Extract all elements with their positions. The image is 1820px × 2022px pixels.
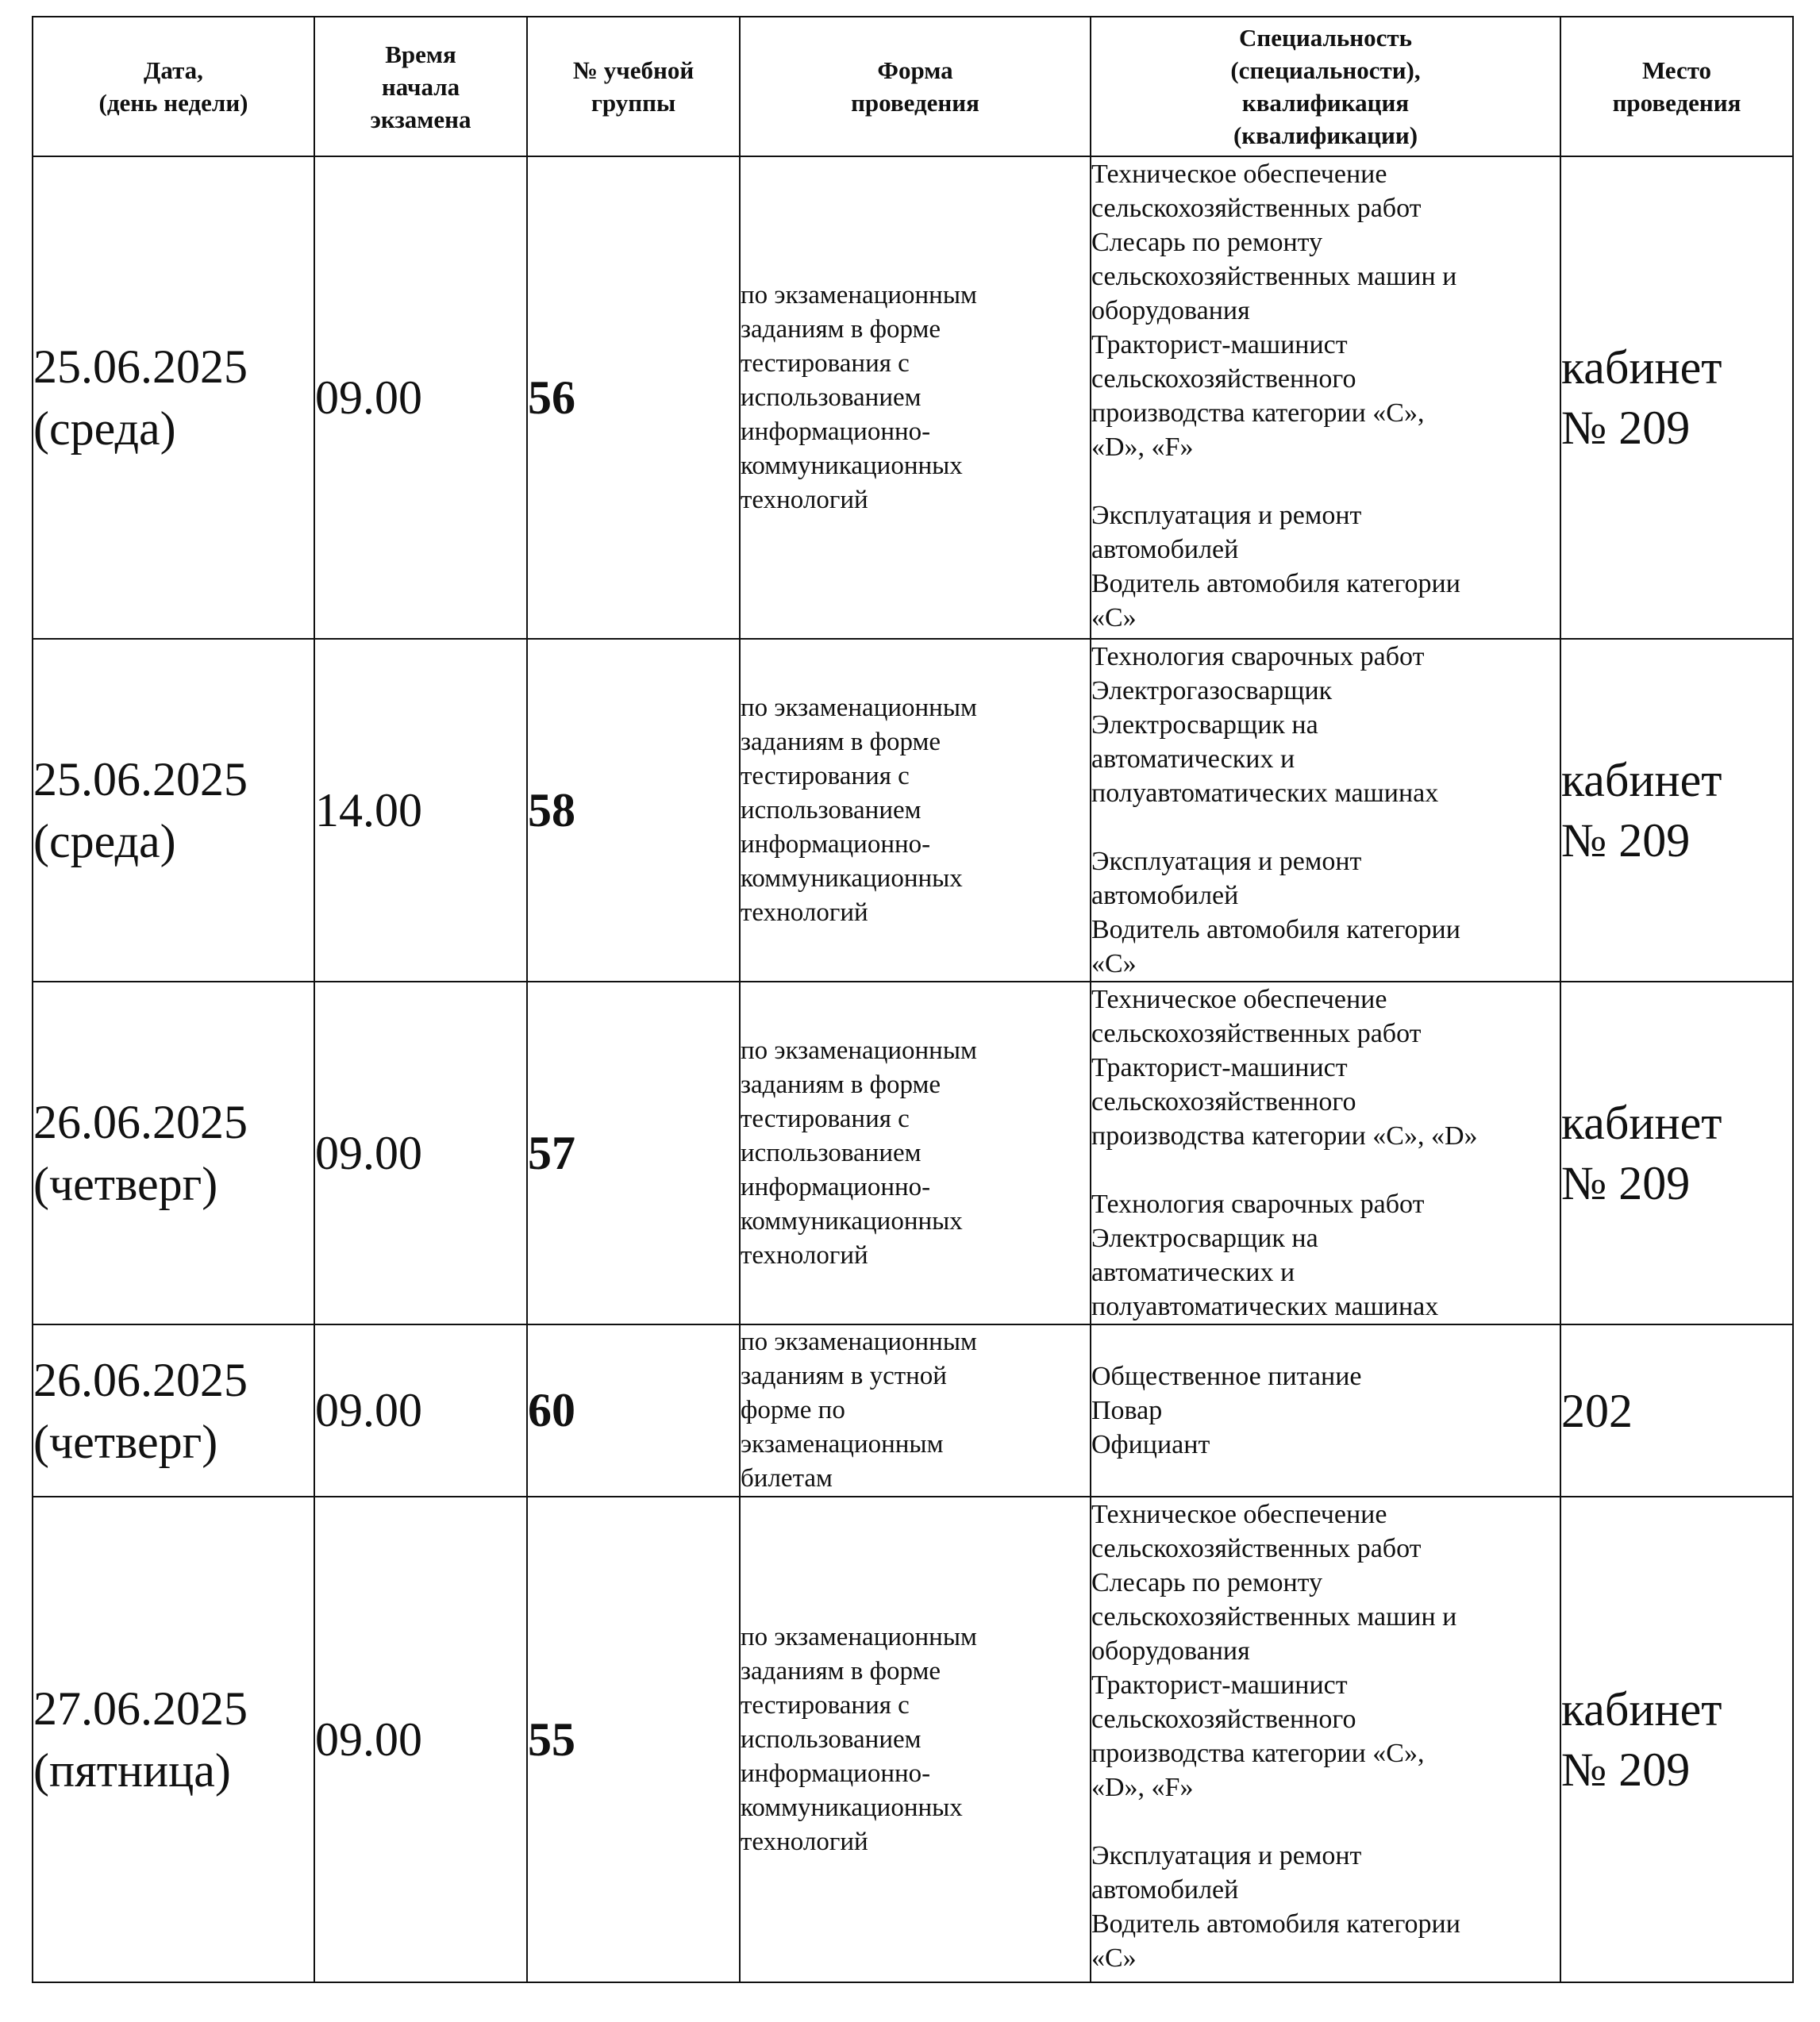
exam-weekday: (четверг) [33, 1415, 218, 1468]
exam-schedule-table [32, 16, 1794, 1983]
start-time: 09.00 [314, 156, 527, 639]
table-row [33, 156, 1793, 639]
header-date: Дата, (день недели) [33, 17, 314, 156]
specialty-list: Техническое обеспечение сельскохозяйственных работ Тракторист-машинист сельскохозяйственного производства категории «С», «D» Технология сварочных работ Электросварщик на автоматических и полуавтоматических машинах [1091, 982, 1560, 1324]
exam-form: по экзаменационным заданиям в устной форме по экзаменационным билетам [740, 1324, 1091, 1497]
group-number: 60 [527, 1324, 740, 1497]
exam-form: по экзаменационным заданиям в форме тестирования с использованием информационно- коммуникационных технологий [740, 156, 1091, 639]
start-time: 09.00 [314, 982, 527, 1324]
group-number: 57 [527, 982, 740, 1324]
exam-weekday: (среда) [33, 815, 176, 867]
specialty-list: Техническое обеспечение сельскохозяйственных работ Слесарь по ремонту сельскохозяйственных машин и оборудования Тракторист-машинист сельскохозяйственного производства категории «С», «D», «F» Эксплуатация и ремонт автомобилей Водитель автомобиля категории «С» [1091, 1497, 1560, 1982]
group-number: 56 [527, 156, 740, 639]
table-row [33, 639, 1793, 982]
date-cell [33, 156, 314, 639]
exam-weekday: (среда) [33, 402, 176, 455]
header-time: Время начала экзамена [314, 17, 527, 156]
specialty-list: Техническое обеспечение сельскохозяйственных работ Слесарь по ремонту сельскохозяйственных машин и оборудования Тракторист-машинист сельскохозяйственного производства категории «С», «D», «F» Эксплуатация и ремонт автомобилей Водитель автомобиля категории «С» [1091, 156, 1560, 639]
exam-place: 202 [1560, 1324, 1793, 1497]
exam-place: кабинет № 209 [1560, 982, 1793, 1324]
date-cell [33, 1497, 314, 1982]
header-specialty: Специальность (специальности), квалификация (квалификации) [1091, 17, 1560, 156]
exam-form: по экзаменационным заданиям в форме тестирования с использованием информационно- коммуникационных технологий [740, 982, 1091, 1324]
specialty-list: Общественное питание Повар Официант [1091, 1324, 1560, 1497]
specialty-list: Технология сварочных работ Электрогазосварщик Электросварщик на автоматических и полуавтоматических машинах Эксплуатация и ремонт автомобилей Водитель автомобиля категории «С» [1091, 639, 1560, 982]
header-place: Место проведения [1560, 17, 1793, 156]
exam-place: кабинет № 209 [1560, 1497, 1793, 1982]
table-row [33, 1324, 1793, 1497]
start-time: 09.00 [314, 1324, 527, 1497]
date-cell [33, 1324, 314, 1497]
group-number: 55 [527, 1497, 740, 1982]
start-time: 14.00 [314, 639, 527, 982]
exam-date: 25.06.2025 [33, 753, 248, 805]
exam-place: кабинет № 209 [1560, 639, 1793, 982]
date-cell [33, 982, 314, 1324]
exam-place: кабинет № 209 [1560, 156, 1793, 639]
exam-date: 26.06.2025 [33, 1353, 248, 1406]
exam-weekday: (четверг) [33, 1158, 218, 1210]
date-cell [33, 639, 314, 982]
table-row [33, 982, 1793, 1324]
exam-date: 26.06.2025 [33, 1096, 248, 1148]
exam-weekday: (пятница) [33, 1744, 231, 1797]
start-time: 09.00 [314, 1497, 527, 1982]
header-group: № учебной группы [527, 17, 740, 156]
group-number: 58 [527, 639, 740, 982]
table-row [33, 1497, 1793, 1982]
exam-form: по экзаменационным заданиям в форме тестирования с использованием информационно- коммуникационных технологий [740, 1497, 1091, 1982]
header-form: Форма проведения [740, 17, 1091, 156]
header-row [33, 17, 1793, 156]
exam-date: 27.06.2025 [33, 1682, 248, 1735]
exam-date: 25.06.2025 [33, 340, 248, 393]
exam-form: по экзаменационным заданиям в форме тестирования с использованием информационно- коммуникационных технологий [740, 639, 1091, 982]
